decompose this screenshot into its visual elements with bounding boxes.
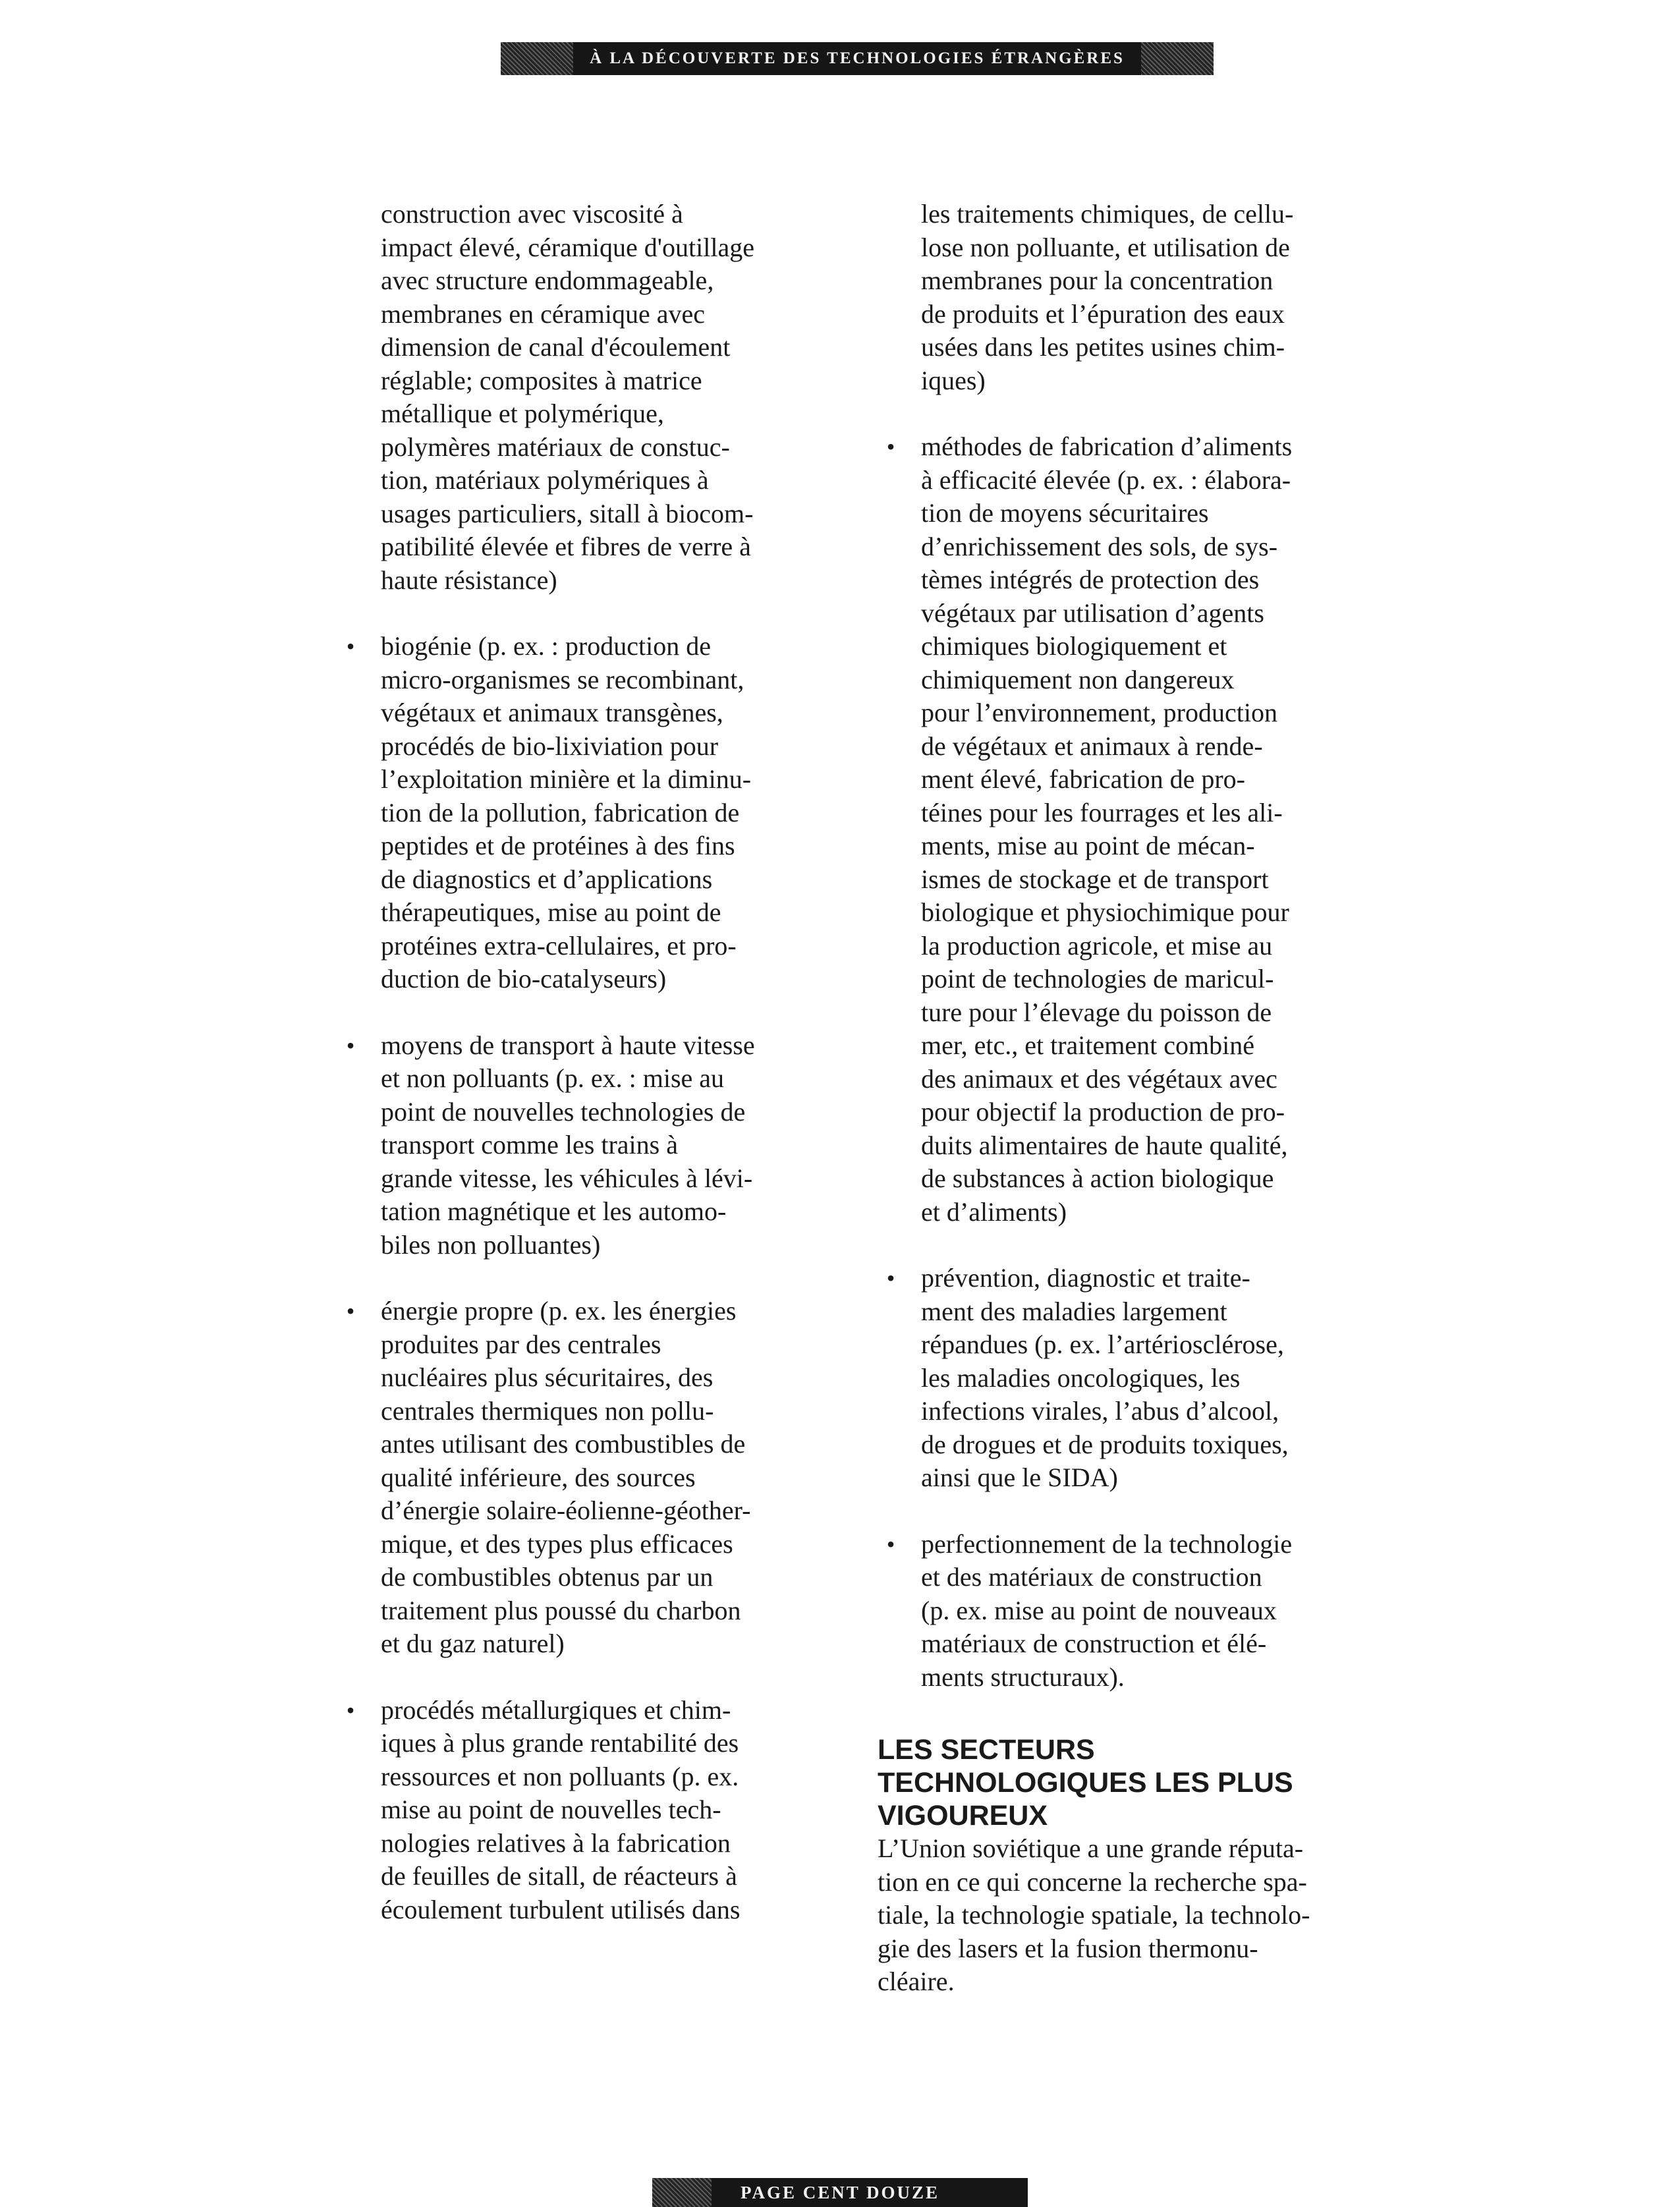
bullet-text-energie: énergie propre (p. ex. les énergies produites par des centrales nucléaires plus sécuritaires, des centrales thermiques non pollu- antes utilisant des combustibles de qualité inférieure, des sources d’énergie solaire-éolienne-géother- mique, et des types plus efficaces de combustibles obtenus par un traitement plus poussé du charbon et du gaz naturel) — [381, 1296, 751, 1658]
right-continuation-text: les traitements chimiques, de cellu- lose non polluante, et utilisation de membranes pour la concentration de produits et l’épuration des eaux usées dans les petites usines chim- iques) — [921, 199, 1294, 395]
bullet-text-maladies: prévention, diagnostic et traite- ment des maladies largement répandues (p. ex. l’artériosclérose, les maladies oncologiques, les infections virales, l’abus d’alcool, de drogues et de produits toxiques, ainsi que le SIDA) — [921, 1263, 1289, 1492]
bullet-icon: • — [346, 1696, 355, 1723]
bullet-icon: • — [886, 433, 895, 460]
left-column — [337, 198, 825, 1926]
bullet-text-biogenie: biogénie (p. ex. : production de micro-organismes se recombinant, végétaux et animaux transgènes, procédés de bio-lixiviation pour l’exploitation minière et la diminu- tion de la pollution, fabrication de peptides et de protéines à des fins de diagnostics et d’applications thérapeutiques, mise au point de protéines extra-cellulaires, et pro- duction de bio-catalyseurs) — [381, 631, 752, 993]
bullet-icon: • — [346, 633, 355, 659]
section-heading: LES SECTEURS TECHNOLOGIQUES LES PLUS VIGOUREUX — [878, 1734, 1293, 1831]
page-footer — [652, 2178, 1028, 2207]
bullet-item — [337, 1029, 825, 1262]
bullet-text-procedes: procédés métallurgiques et chim- iques à plus grande rentabilité des ressources et non polluants (p. ex. mise au point de nouvelles tech- nologies relatives à la fabrication de feuilles de sitall, de réacteurs à écoulement turbulent utilisés dans — [381, 1694, 741, 1924]
bullet-text-transport: moyens de transport à haute vitesse et non polluants (p. ex. : mise au point de nouvelles technologies de transport comme les trains à grande vitesse, les véhicules à lévi- tation magnétique et les automo- biles non polluantes) — [381, 1030, 755, 1260]
bullet-item — [337, 1295, 825, 1661]
bullet-icon: • — [886, 1265, 895, 1291]
bullet-item — [878, 1528, 1391, 1694]
bullet-icon: • — [886, 1530, 895, 1557]
right-column — [878, 198, 1391, 1999]
bullet-icon: • — [346, 1032, 355, 1059]
bullet-item — [878, 1262, 1391, 1495]
running-header-title: À LA DÉCOUVERTE DES TECHNOLOGIES ÉTRANGÈRES — [590, 49, 1125, 67]
bullet-icon: • — [346, 1298, 355, 1324]
running-header — [501, 42, 1214, 75]
bullet-text-construction: perfectionnement de la technologie et des matériaux de construction (p. ex. mise au point de nouveaux matériaux de construction et élé- ments structuraux). — [921, 1528, 1293, 1692]
bullet-item — [878, 430, 1391, 1229]
left-continuation-text: construction avec viscosité à impact élevé, céramique d'outillage avec structure endommageable, membranes en céramique avec dimension de canal d'écoulement réglable; composites à matrice métallique et polymérique, polymères matériaux de constuc- tion, matériaux polymériques à usages particuliers, sitall à biocom- patibilité élevée et fibres de verre à haute résistance) — [381, 199, 754, 595]
bullet-item — [337, 630, 825, 996]
page-number-label: PAGE CENT DOUZE — [740, 2182, 940, 2202]
bullet-text-aliments: méthodes de fabrication d’aliments à efficacité élevée (p. ex. : élabora- tion de moyens sécuritaires d’enrichissement des sols, de sys- tèmes intégrés de protection des végétaux par utilisation d’agents chimiques biologiquement et chimiquement non dangereux pour l’environnement, production de végétaux et animaux à rende- ment élevé, fabrication de pro- téines pour les fourrages et les ali- ments, mise au point de mécan- ismes de stockage et de transport biologique et physiochimique pour la production agricole, et mise au point de technologies de maricul- ture pour l’élevage du poisson de mer, etc., et traitement combiné des animaux et des végétaux avec pour objectif la production de pro- duits alimentaires de haute qualité, de substances à action biologique et d’aliments) — [921, 432, 1293, 1227]
section-body-text: L’Union soviétique a une grande réputa- tion en ce qui concerne la recherche spa- tiale, la technologie spatiale, la technolo- gie des lasers et la fusion thermonu- cléaire. — [878, 1833, 1310, 1996]
bullet-item — [337, 1694, 825, 1927]
